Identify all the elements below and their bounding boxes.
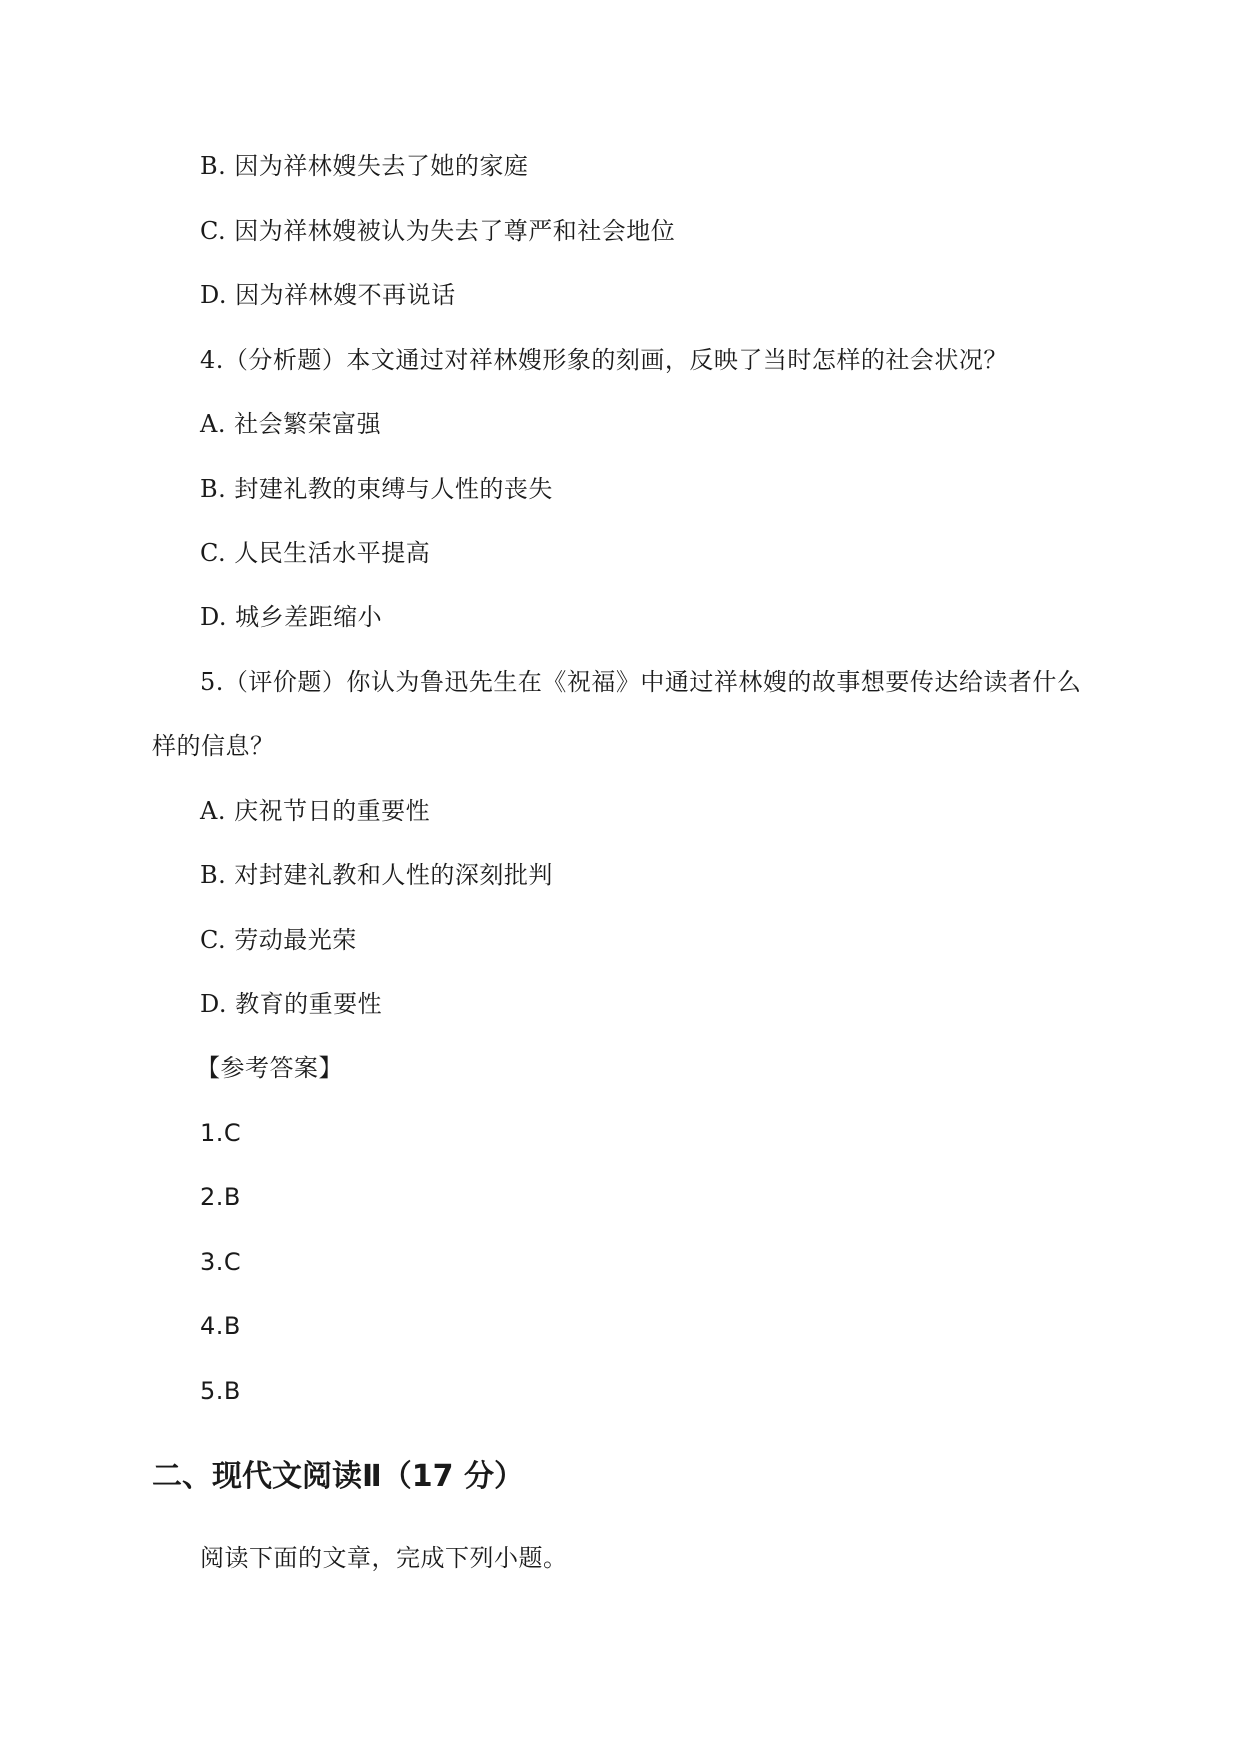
- q4-option-c: C. 人民生活水平提高: [200, 539, 431, 567]
- q5-option-b: B. 对封建礼教和人性的深刻批判: [200, 861, 553, 889]
- answer-5: 5.B: [200, 1377, 241, 1405]
- q5-option-a: A. 庆祝节日的重要性: [200, 797, 431, 825]
- q4-option-b: B. 封建礼教的束缚与人性的丧失: [200, 475, 553, 503]
- answers-heading: 【参考答案】: [196, 1054, 343, 1082]
- q3-option-c: C. 因为祥林嫂被认为失去了尊严和社会地位: [200, 217, 676, 245]
- q3-option-d: D. 因为祥林嫂不再说话: [200, 281, 456, 309]
- q3-option-b: B. 因为祥林嫂失去了她的家庭: [200, 152, 529, 180]
- q5-text-line1: 5.（评价题）你认为鲁迅先生在《祝福》中通过祥林嫂的故事想要传达给读者什么: [200, 668, 1082, 696]
- q5-text-line2: 样的信息？: [152, 732, 275, 760]
- answer-3: 3.C: [200, 1248, 242, 1276]
- section-heading: 二、现代文阅读Ⅱ（17 分）: [152, 1459, 524, 1494]
- q4-option-d: D. 城乡差距缩小: [200, 603, 383, 631]
- q4-text: 4.（分析题）本文通过对祥林嫂形象的刻画，反映了当时怎样的社会状况？: [200, 346, 1008, 374]
- answer-2: 2.B: [200, 1183, 241, 1211]
- answer-1: 1.C: [200, 1119, 242, 1147]
- answer-4: 4.B: [200, 1312, 241, 1340]
- q4-option-a: A. 社会繁荣富强: [200, 410, 382, 438]
- q5-option-d: D. 教育的重要性: [200, 990, 383, 1018]
- q5-option-c: C. 劳动最光荣: [200, 926, 357, 954]
- section-instruction: 阅读下面的文章，完成下列小题。: [200, 1544, 568, 1572]
